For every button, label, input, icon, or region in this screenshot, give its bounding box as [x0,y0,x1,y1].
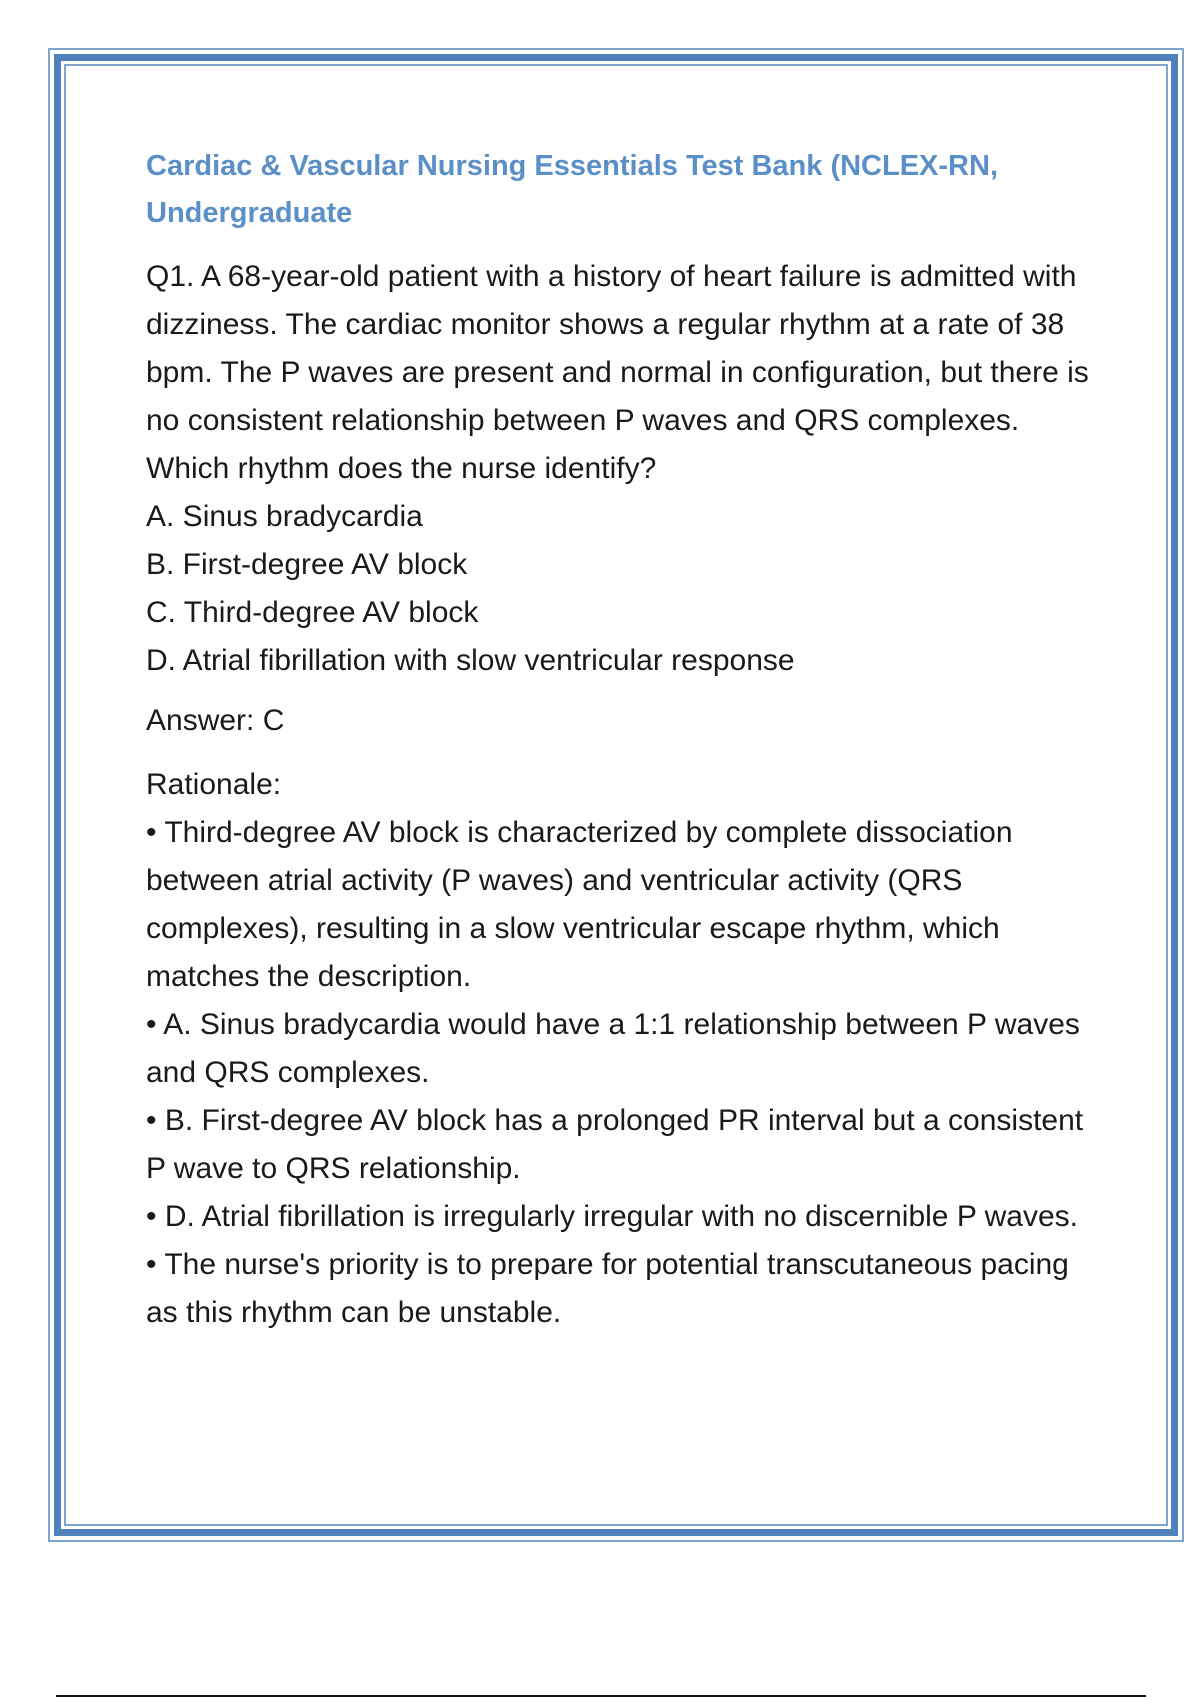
rationale-point-text: A. Sinus bradycardia would have a 1:1 relationship between P waves and QRS complexes. [146,1008,1080,1089]
bullet-icon: • [146,1104,157,1137]
option-c: C. Third-degree AV block [146,596,479,629]
rationale-point [146,1001,1096,1097]
footer-divider [56,1695,1146,1697]
rationale-point-text: The nurse's priority is to prepare for potential transcutaneous pacing as this rhythm can be unstable. [146,1248,1069,1329]
rationale-heading: Rationale: [146,768,282,801]
option-b: B. First-degree AV block [146,548,468,581]
question-text: Q1. A 68-year-old patient with a history of heart failure is admitted with dizziness. The cardiac monitor shows a regular rhythm at a rate of 38 bpm. The P waves are present and normal in configuration, but there is no consistent relationship between P waves and QRS complexes. Which rhythm does the nurse identify? [146,260,1089,485]
rationale-point [146,1097,1096,1193]
rationale-list [146,809,1096,1337]
bullet-icon: • [146,1008,157,1041]
option-a: A. Sinus bradycardia [146,500,423,533]
rationale-point [146,1241,1096,1337]
answer-text: Answer: C [146,704,285,737]
document-title: Cardiac & Vascular Nursing Essentials Test Bank (NCLEX-RN, Undergraduate [146,150,999,229]
rationale-point [146,1193,1096,1241]
bullet-icon: • [146,1248,157,1281]
option-d: D. Atrial fibrillation with slow ventricular response [146,644,795,677]
bullet-icon: • [146,1200,157,1233]
answer-options [146,493,1096,685]
rationale-point-text: Third-degree AV block is characterized by complete dissociation between atrial activity (P waves) and ventricular activity (QRS complexes), resulting in a slow ventricular escape rhythm, which matches the description. [146,816,1013,993]
bullet-icon: • [146,816,157,849]
document-content [146,143,1096,1337]
rationale-point [146,809,1096,1001]
rationale-point-text: B. First-degree AV block has a prolonged PR interval but a consistent P wave to QRS relationship. [146,1104,1084,1185]
rationale-point-text: D. Atrial fibrillation is irregularly irregular with no discernible P waves. [164,1200,1078,1233]
